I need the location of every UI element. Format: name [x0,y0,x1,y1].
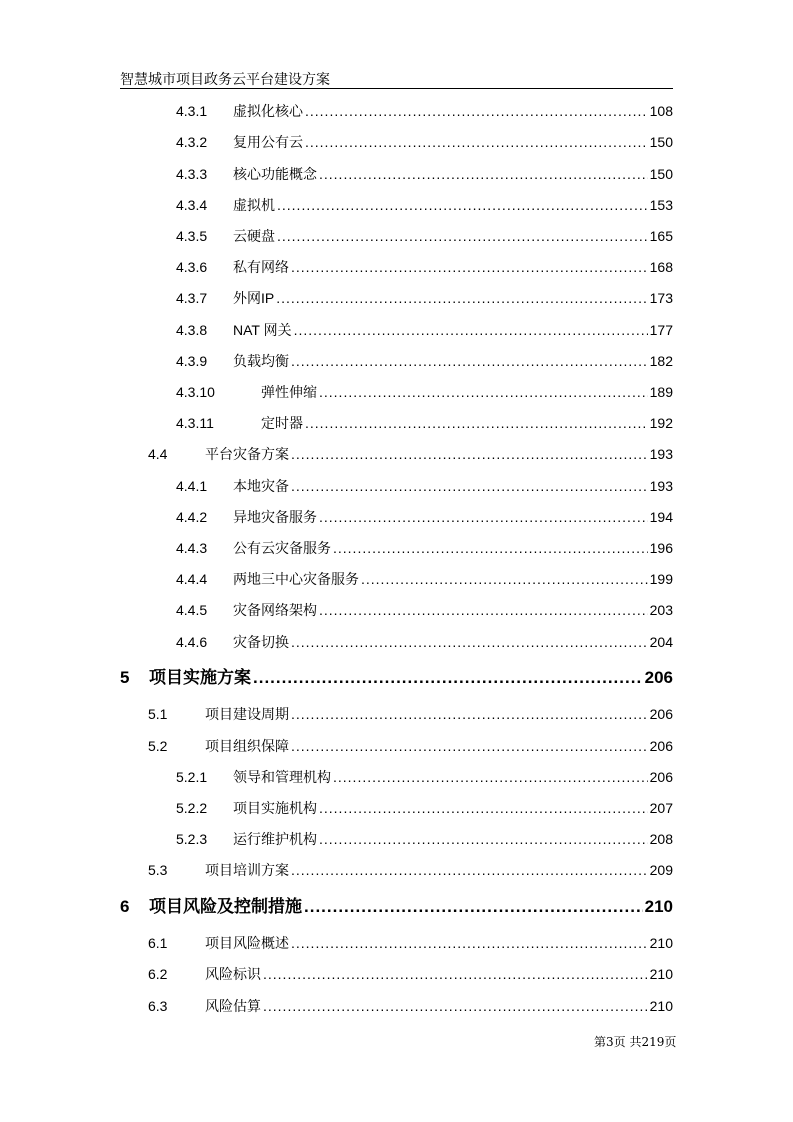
toc-page: 206 [649,706,673,722]
toc-number: 5.3 [148,862,168,878]
toc-entry[interactable] [176,631,673,653]
toc-title: 外网IP [233,290,275,306]
toc-leader [291,475,648,497]
toc-entry[interactable] [176,381,673,403]
toc-title: 虚拟化核心 [233,103,303,119]
toc-entry[interactable] [148,995,673,1017]
toc-number: 4.4.2 [176,509,208,525]
header-title: 智慧城市项目政务云平台建设方案 [120,71,330,87]
toc-leader [291,443,648,465]
toc-title: 领导和管理机构 [233,769,331,785]
toc-title: 灾备网络架构 [233,602,317,618]
toc-number: 4.3.6 [176,259,208,275]
toc-leader [253,665,643,691]
toc-entry[interactable] [176,506,673,528]
toc-page: 153 [649,197,673,213]
toc-number: 4.4.1 [176,478,208,494]
toc-title: 两地三中心灾备服务 [233,571,359,587]
toc-entry[interactable] [148,963,673,985]
toc-page: 193 [649,446,673,462]
toc-page: 206 [644,668,673,687]
toc-entry[interactable] [176,256,673,278]
toc-page: 150 [649,134,673,150]
toc-page: 192 [649,415,673,431]
toc-number: 4.3.5 [176,228,208,244]
toc-title: 私有网络 [233,259,289,275]
toc-page: 193 [649,478,673,494]
toc-leader [276,287,647,309]
toc-page: 208 [649,831,673,847]
toc-chapter-entry[interactable] [120,665,673,691]
toc-title: 核心功能概念 [233,166,317,182]
toc-title: 弹性伸缩 [261,384,317,400]
toc-leader [319,381,648,403]
toc-number: 4.4.4 [176,571,208,587]
toc-entry[interactable] [176,287,673,309]
toc-number: 4.4.3 [176,540,208,556]
toc-entry[interactable] [176,475,673,497]
toc-number: 5.2.3 [176,831,208,847]
toc-title: 项目建设周期 [205,706,289,722]
toc-entry[interactable] [176,766,673,788]
toc-number: 4.4.5 [176,602,208,618]
toc-entry[interactable] [176,537,673,559]
toc-number: 4.3.1 [176,103,208,119]
toc-entry[interactable] [148,859,673,881]
toc-page: 182 [649,353,673,369]
toc-number: 4.3.3 [176,166,208,182]
toc-page: 199 [649,571,673,587]
toc-leader [319,163,648,185]
toc-title: 项目培训方案 [205,862,289,878]
toc-page: 206 [649,769,673,785]
toc-page: 206 [649,738,673,754]
toc-title: 平台灾备方案 [205,446,289,462]
toc-number: 4.3.2 [176,134,208,150]
toc-entry[interactable] [176,225,673,247]
toc-page: 177 [649,322,673,338]
toc-leader [333,766,648,788]
toc-title: 项目实施机构 [233,800,317,816]
toc-number: 6.3 [148,998,168,1014]
toc-leader [291,932,648,954]
toc-leader [291,631,648,653]
toc-page: 150 [649,166,673,182]
toc-entry[interactable] [176,194,673,216]
toc-leader [319,797,648,819]
toc-page: 210 [649,966,673,982]
toc-number: 4.4.6 [176,634,208,650]
toc-page: 210 [649,998,673,1014]
toc-number: 6.1 [148,935,168,951]
toc-entry[interactable] [176,319,673,341]
toc-title: 项目风险概述 [205,935,289,951]
toc-title: 异地灾备服务 [233,509,317,525]
toc-entry[interactable] [148,735,673,757]
toc-number: 5.2.2 [176,800,208,816]
toc-leader [291,735,648,757]
toc-leader [319,506,648,528]
toc-title: 风险标识 [205,966,261,982]
toc-number: 5.1 [148,706,168,722]
toc-leader [319,828,648,850]
toc-title: 公有云灾备服务 [233,540,331,556]
toc-leader [291,350,648,372]
toc-entry[interactable] [176,599,673,621]
toc-leader [291,256,648,278]
toc-page: 168 [649,259,673,275]
toc-title: 云硬盘 [233,228,275,244]
page-number-text: 第3页 共219页 [594,1035,677,1049]
toc-leader [305,100,648,122]
toc-number: 4.3.4 [176,197,208,213]
toc-number: 4.3.11 [176,415,214,431]
toc-page: 189 [649,384,673,400]
toc-page: 204 [649,634,673,650]
page-header [120,70,673,89]
toc-entry[interactable] [176,797,673,819]
toc-entry[interactable] [176,568,673,590]
toc-number: 6 [120,897,130,916]
toc-leader [277,225,648,247]
toc-entry[interactable] [176,131,673,153]
toc-number: 5.2.1 [176,769,208,785]
toc-title: 项目组织保障 [205,738,289,754]
toc-entry[interactable] [176,163,673,185]
toc-number: 5 [120,668,130,687]
toc-title: 负载均衡 [233,353,289,369]
toc-leader [263,963,648,985]
toc-page: 194 [649,509,673,525]
toc-page: 165 [649,228,673,244]
toc-page: 210 [649,935,673,951]
toc-leader [291,703,648,725]
toc-number: 6.2 [148,966,168,982]
toc-page: 173 [649,290,673,306]
toc-page: 209 [649,862,673,878]
toc-entry[interactable] [148,703,673,725]
toc-entry[interactable] [176,350,673,372]
toc-title: 运行维护机构 [233,831,317,847]
toc-title: 虚拟机 [233,197,275,213]
toc-number: 4.3.10 [176,384,215,400]
toc-leader [277,194,648,216]
toc-page: 203 [649,602,673,618]
toc-number: 5.2 [148,738,168,754]
toc-number: 4.3.7 [176,290,208,306]
toc-number: 4.3.8 [176,322,208,338]
toc-leader [291,859,648,881]
toc-leader [304,894,643,920]
toc-title: NAT 网关 [233,322,292,338]
toc-leader [305,412,648,434]
toc-number: 4.3.9 [176,353,208,369]
toc-leader [333,537,648,559]
toc-title: 定时器 [261,415,303,431]
toc-leader [294,319,648,341]
page-footer [594,1033,676,1050]
toc-title: 本地灾备 [233,478,289,494]
toc-entry[interactable] [176,412,673,434]
toc-entry[interactable] [176,100,673,122]
toc-leader [305,131,648,153]
toc-page: 196 [649,540,673,556]
toc-leader [263,995,648,1017]
toc-title: 项目风险及控制措施 [149,897,302,916]
toc-entry[interactable] [148,932,673,954]
toc-page: 108 [649,103,673,119]
toc-title: 复用公有云 [233,134,303,150]
toc-entry[interactable] [148,443,673,465]
toc-title: 项目实施方案 [149,668,251,687]
toc-chapter-entry[interactable] [120,894,673,920]
toc-title: 风险估算 [205,998,261,1014]
toc-leader [361,568,648,590]
toc-number: 4.4 [148,446,168,462]
toc-page: 210 [644,897,673,916]
toc-entry[interactable] [176,828,673,850]
toc-title: 灾备切换 [233,634,289,650]
toc-leader [319,599,648,621]
toc-page: 207 [649,800,673,816]
